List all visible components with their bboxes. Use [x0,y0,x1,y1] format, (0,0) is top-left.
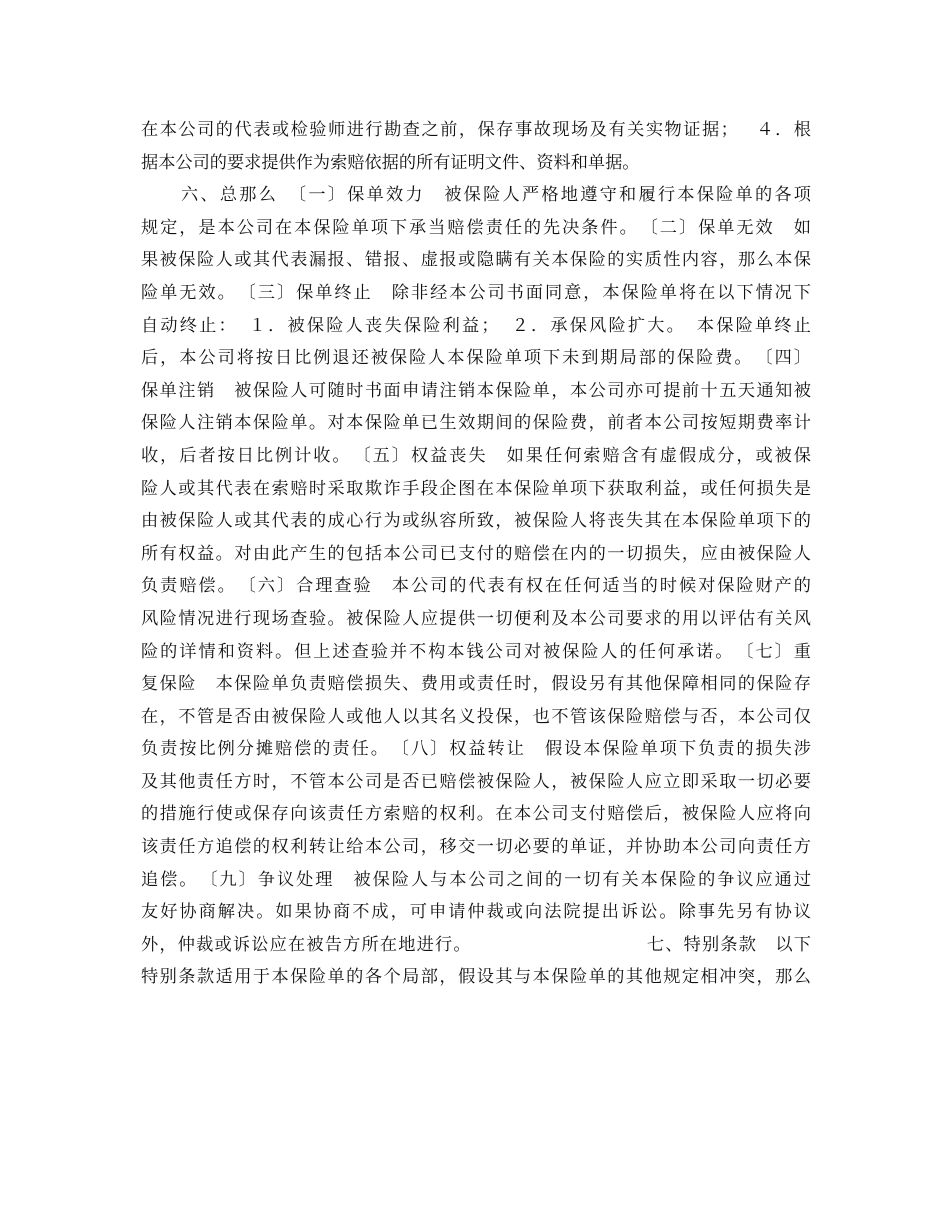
text-line: 及其他责任方时，不管本公司是否已赔偿被保险人，被保险人应立即采取一切必要 [141,771,811,792]
text-line: 负责按比例分摊赔偿的责任。 〔八〕权益转让 假设本保险单项下负责的损失涉 [141,739,811,760]
text-line: 特别条款适用于本保险单的各个局部，假设其与本保险单的其他规定相冲突，那么 [141,967,811,988]
text-line: 规定，是本公司在本保险单项下承当赔偿责任的先决条件。 〔二〕保单无效 如 [141,217,811,238]
text-line: 险人或其代表在索赔时采取欺诈手段企图在本保险单项下获取利益，或任何损失是 [141,478,811,499]
text-line: 自动终止： １．被保险人丧失保险利益； ２．承保风险扩大。 本保险单终止 [141,315,811,336]
text-line: 的措施行使或保存向该责任方索赔的权利。在本公司支付赔偿后，被保险人应将向 [141,804,811,825]
text-line: 六、总那么 〔一〕保单效力 被保险人严格地遵守和履行本保险单的各项 [181,185,811,206]
text-line: 该责任方追偿的权利转让给本公司，移交一切必要的单证，并协助本公司向责任方 [141,837,811,858]
text-line: 风险情况进行现场查验。被保险人应提供一切便利及本公司要求的用以评估有关风 [141,608,811,629]
text-line: 追偿。 〔九〕争议处理 被保险人与本公司之间的一切有关本保险的争议应通过 [141,869,811,890]
text-line: 由被保险人或其代表的成心行为或纵容所致，被保险人将丧失其在本保险单项下的 [141,511,811,532]
text-line: 复保险 本保险单负责赔偿损失、费用或责任时，假设另有其他保障相同的保险存 [141,674,811,695]
text-line: 险的详情和资料。但上述查验并不构本钱公司对被保险人的任何承诺。 〔七〕重 [141,641,811,662]
text-line: 据本公司的要求提供作为索赔依据的所有证明文件、资料和单据。 [141,152,640,173]
text-line: 险单无效。 〔三〕保单终止 除非经本公司书面同意，本保险单将在以下情况下 [141,282,811,303]
text-line: 收，后者按日比例计收。 〔五〕权益丧失 如果任何索赔含有虚假成分，或被保 [141,445,811,466]
text-line: 后，本公司将按日比例退还被保险人本保险单项下未到期局部的保险费。 〔四〕 [141,348,811,369]
text-line: 保险人注销本保险单。对本保险单已生效期间的保险费，前者本公司按短期费率计 [141,413,811,434]
document-body [141,114,811,994]
text-line: 外，仲裁或诉讼应在被告方所在地进行。 七、特别条款 以下 [141,934,811,955]
text-line: 负责赔偿。 〔六〕合理查验 本公司的代表有权在任何适当的时候对保险财产的 [141,576,811,597]
text-line: 在，不管是否由被保险人或他人以其名义投保，也不管该保险赔偿与否，本公司仅 [141,706,811,727]
text-line: 在本公司的代表或检验师进行勘查之前，保存事故现场及有关实物证据； ４．根 [141,120,811,140]
text-line: 友好协商解决。如果协商不成，可申请仲裁或向法院提出诉讼。除事先另有协议 [141,902,811,923]
text-line: 所有权益。对由此产生的包括本公司已支付的赔偿在内的一切损失，应由被保险人 [141,543,811,564]
text-line: 保单注销 被保险人可随时书面申请注销本保险单，本公司亦可提前十五天通知被 [141,380,811,401]
text-line: 果被保险人或其代表漏报、错报、虚报或隐瞒有关本保险的实质性内容，那么本保 [141,250,811,271]
